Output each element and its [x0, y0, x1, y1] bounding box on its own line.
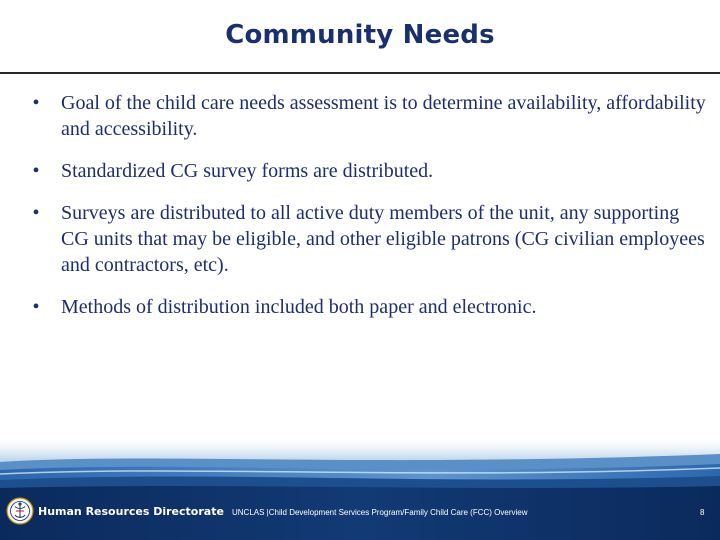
coast-guard-seal-icon — [6, 497, 34, 525]
bullet-marker: • — [32, 296, 40, 318]
slide-title: Community Needs — [225, 20, 495, 50]
bullet-text: Standardized CG survey forms are distributed. — [61, 160, 434, 182]
bullet-text: Methods of distribution included both paper and electronic. — [61, 296, 537, 318]
footer-caption: UNCLAS |Child Development Services Program/Family Child Care (FCC) Overview — [232, 508, 528, 517]
bullet-marker: • — [32, 92, 40, 114]
bullet-list — [26, 90, 706, 336]
bullet-marker: • — [32, 160, 40, 182]
bullet-item — [26, 294, 706, 320]
footer-band — [0, 440, 720, 540]
page-number: 8 — [700, 508, 705, 517]
footer-wave-graphic — [0, 440, 720, 540]
bullet-item — [26, 200, 706, 278]
bullet-item — [26, 90, 706, 142]
bullet-text: Goal of the child care needs assessment is to determine availability, affordability and accessibility. — [61, 92, 706, 140]
bullet-item — [26, 158, 706, 184]
title-divider — [0, 72, 720, 74]
bullet-marker: • — [32, 202, 40, 224]
bullet-text: Surveys are distributed to all active duty members of the unit, any supporting CG units that may be eligible, and other eligible patrons (CG civilian employees and contractors, etc). — [61, 202, 705, 276]
organization-name: Human Resources Directorate — [38, 505, 224, 518]
